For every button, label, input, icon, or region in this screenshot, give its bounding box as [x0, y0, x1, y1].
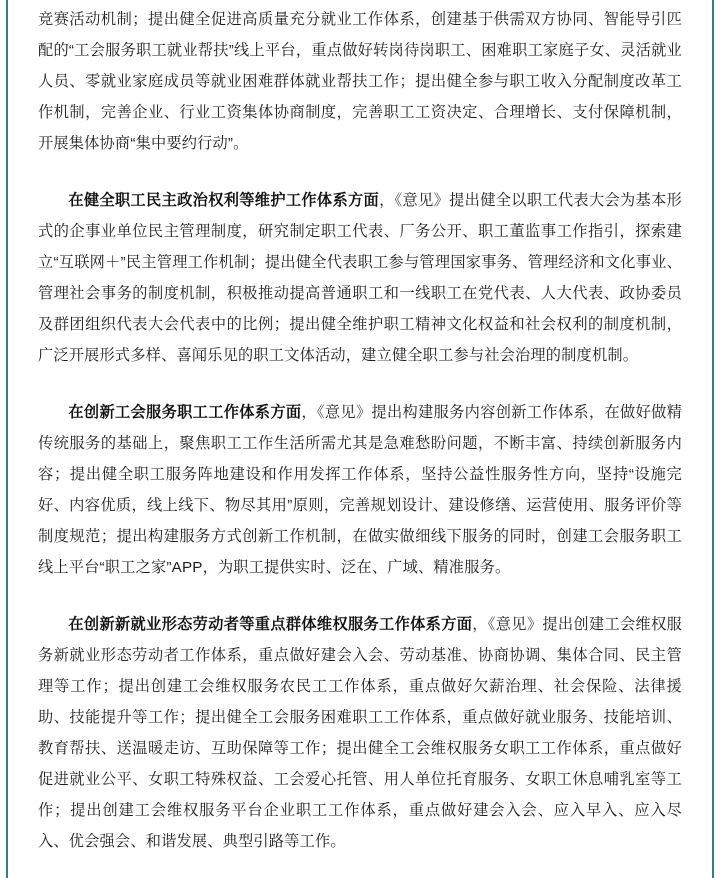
paragraph-1 — [38, 4, 682, 159]
paragraph-3-text: ，《意见》提出构建服务内容创新工作体系，在做好做精传统服务的基础上，聚焦职工工作生活所需尤其是急难愁盼问题，不断丰富、持续创新服务内容；提出健全职工服务阵地建设和作用发挥工作体系，坚持公益性服务性方向，坚持“设施完好、内容优质，线上线下、物尽其用”原则，完善规划设计、建设修缮、运营使用、服务评价等制度规范；提出构建服务方式创新工作机制，在做实做细线下服务的同时，创建工会服务职工线上平台“职工之家”APP，为职工提供实时、泛在、广域、精准服务。 — [38, 404, 683, 576]
paragraph-4-lead: 在创新新就业形态劳动者等重点群体维权服务工作体系方面 — [68, 616, 473, 633]
document-body — [38, 0, 682, 878]
paragraph-2-lead: 在健全职工民主政治权利等维护工作体系方面 — [68, 192, 380, 209]
paragraph-2-text: ，《意见》提出健全以职工代表大会为基本形式的企事业单位民主管理制度，研究制定职工代表、厂务公开、职工董监事工作指引，探索建立“互联网＋”民主管理工作机制；提出健全代表职工参与管理国家事务、管理经济和文化事业、管理社会事务的制度机制，积极推动提高普通职工和一线职工在党代表、人大代表、政协委员及群团组织代表大会代表中的比例；提出健全维护职工精神文化权益和社会权利的制度机制，广泛开展形式多样、喜闻乐见的职工文体活动，建立健全职工参与社会治理的制度机制。 — [38, 192, 683, 364]
left-edge-rule — [6, 0, 8, 878]
paragraph-2 — [38, 185, 682, 371]
paragraph-4 — [38, 609, 682, 857]
paragraph-1-text: 竞赛活动机制；提出健全促进高质量充分就业工作体系，创建基于供需双方协同、智能导引匹配的“工会服务职工就业帮扶”线上平台，重点做好转岗待岗职工、困难职工家庭子女、灵活就业人员、零就业家庭成员等就业困难群体就业帮扶工作；提出健全参与职工收入分配制度改革工作机制，完善企业、行业工资集体协商制度，完善职工工资决定、合理增长、支付保障机制，开展集体协商“集中要约行动”。 — [38, 11, 682, 152]
right-edge-rule — [712, 0, 714, 878]
paragraph-4-text: ，《意见》提出创建工会维权服务新就业形态劳动者工作体系，重点做好建会入会、劳动基准、协商协调、集体合同、民主管理等工作；提出创建工会维权服务农民工工作体系，重点做好欠薪治理、社会保险、法律援助、技能提升等工作；提出健全工会服务困难职工工作体系，重点做好就业服务、技能培训、教育帮扶、送温暖走访、互助保障等工作；提出健全工会维权服务女职工工作体系，重点做好促进就业公平、女职工特殊权益、工会爱心托管、用人单位托育服务、女职工休息哺乳室等工作；提出创建工会维权服务平台企业职工工作体系，重点做好建会入会、应入早入、应入尽入、优会强会、和谐发展、典型引路等工作。 — [38, 616, 683, 850]
paragraph-3 — [38, 397, 682, 583]
paragraph-3-lead: 在创新工会服务职工工作体系方面 — [68, 404, 302, 421]
